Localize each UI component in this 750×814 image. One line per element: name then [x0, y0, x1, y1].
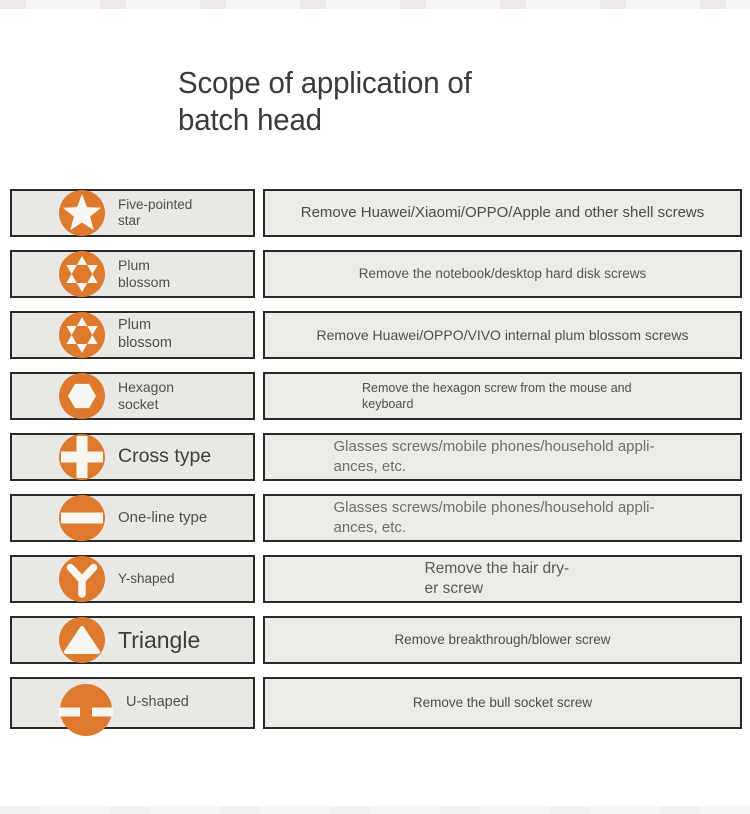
table-row: [10, 250, 742, 298]
bit-type-label-line: blossom: [118, 335, 172, 351]
bit-type-cell: [10, 250, 255, 298]
bit-type-label-line: Plum: [118, 256, 150, 273]
application-description: [317, 326, 689, 344]
application-description-line: Glasses screws/mobile phones/household appli-: [333, 499, 655, 517]
application-description: [425, 559, 581, 600]
bit-type-label-line: Cross type: [118, 445, 212, 468]
bit-type-label: [118, 626, 200, 654]
u-shaped-icon: [59, 683, 113, 737]
bit-type-cell: [10, 494, 255, 542]
triangle-icon: [59, 617, 105, 663]
bit-type-label: [118, 197, 192, 230]
bit-type-label-line: Five-pointed: [118, 196, 193, 212]
bit-type-label-line: Hexagon: [118, 378, 175, 395]
top-edge-artifact: [0, 0, 750, 9]
bit-type-label-line: Triangle: [118, 626, 201, 653]
application-description-line: Remove the notebook/desktop hard disk screws: [358, 266, 647, 282]
application-description-line: ances, etc.: [333, 519, 407, 536]
bit-type-cell: [10, 616, 255, 664]
bit-type-cell: [10, 189, 255, 237]
bit-type-label-line: socket: [118, 396, 159, 412]
bit-type-label: [118, 257, 170, 291]
application-description-line: Remove breakthrough/blower screw: [394, 632, 611, 648]
plum-blossom-hole-icon: [59, 251, 105, 297]
application-description: [334, 498, 672, 538]
bit-type-cell: [10, 433, 255, 481]
plum-blossom-icon: [59, 312, 105, 358]
application-description-line: Remove Huawei/OPPO/VIVO internal plum blossom screws: [316, 326, 689, 343]
application-description: [334, 437, 672, 477]
application-description-line: Remove Huawei/Xiaomi/OPPO/Apple and other shell screws: [300, 204, 705, 222]
bit-type-label-line: Y-shaped: [118, 570, 175, 586]
application-description-line: Remove the hair dry-: [424, 559, 570, 577]
bit-type-cell: [10, 372, 255, 420]
cross-icon: [59, 434, 105, 480]
application-cell: [263, 555, 742, 603]
application-description-line: Glasses screws/mobile phones/household appli-: [333, 438, 655, 456]
application-cell: [263, 433, 742, 481]
application-description: [362, 380, 632, 413]
table-row: [10, 616, 742, 664]
application-description-line: keyboard: [362, 397, 414, 411]
page-title-line2: batch head: [178, 102, 322, 137]
table-row: [10, 372, 742, 420]
application-description: [394, 631, 610, 649]
table-row: [10, 433, 742, 481]
y-shaped-icon: [59, 556, 105, 602]
bit-type-label: [118, 379, 174, 413]
application-cell: [263, 250, 742, 298]
hexagon-socket-icon: [59, 373, 105, 419]
application-description: [301, 203, 705, 223]
application-cell: [263, 616, 742, 664]
table-row: [10, 311, 742, 359]
bit-type-cell: [10, 555, 255, 603]
five-pointed-star-icon: [59, 190, 105, 236]
bit-type-label-line: blossom: [118, 274, 171, 290]
page-title-line1: Scope of application of: [178, 65, 472, 100]
one-line-icon: [59, 495, 105, 541]
bit-type-cell: [10, 677, 255, 729]
bottom-edge-artifact: [0, 806, 750, 814]
application-table: [10, 189, 742, 742]
table-row: [10, 677, 742, 729]
table-row: [10, 189, 742, 237]
bit-type-label: [118, 317, 172, 352]
bit-type-label-line: U-shaped: [126, 694, 189, 711]
bit-type-label-line: One-line type: [118, 508, 208, 526]
bit-type-label-line: Plum: [118, 317, 152, 334]
page-title: [178, 64, 472, 138]
application-description-line: ances, etc.: [333, 458, 407, 475]
bit-type-label: [118, 509, 207, 527]
bit-type-cell: [10, 311, 255, 359]
bit-type-label: [118, 571, 175, 587]
application-cell: [263, 189, 742, 237]
table-row: [10, 494, 742, 542]
application-description: [413, 694, 592, 712]
bit-type-label: [126, 694, 189, 712]
bit-type-label-line: star: [118, 213, 141, 228]
application-cell: [263, 311, 742, 359]
bit-type-label: [118, 445, 211, 469]
application-description: [359, 265, 646, 283]
application-cell: [263, 372, 742, 420]
application-description-line: Remove the bull socket screw: [412, 695, 593, 711]
application-description-line: er screw: [424, 580, 484, 597]
application-cell: [263, 494, 742, 542]
application-description-line: Remove the hexagon screw from the mouse and: [362, 380, 632, 395]
application-cell: [263, 677, 742, 729]
table-row: [10, 555, 742, 603]
